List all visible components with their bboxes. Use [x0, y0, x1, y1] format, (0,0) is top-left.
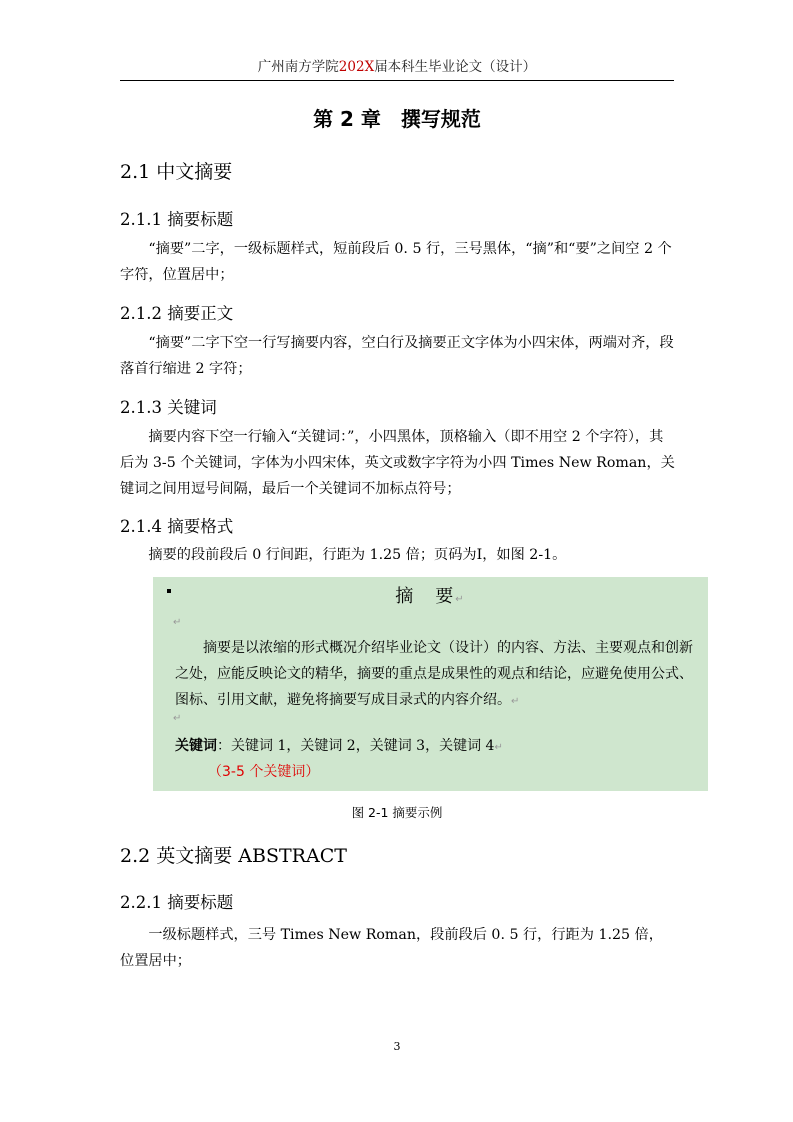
figure-heading-text: 摘 要: [395, 586, 456, 607]
figure-abstract-heading: [153, 582, 708, 608]
section-2-2-1-text: 一级标题样式，三号 Times New Roman，段前段后 0. 5 行，行距为 1.25 倍，位置居中；: [120, 927, 663, 969]
section-2-1-1-title: 2.1.1 摘要标题: [120, 210, 234, 229]
section-2-1-3-title: 2.1.3 关键词: [120, 398, 217, 417]
abstract-example-figure: [153, 577, 708, 791]
figure-abstract-body: [175, 635, 700, 715]
header-suffix: 届本科生毕业论文（设计）: [374, 59, 537, 75]
section-2-1-1-text: “摘要”二字，一级标题样式，短前段后 0. 5 行，三号黑体，“摘”和“要”之间空 2 个字符，位置居中；: [120, 241, 672, 283]
section-2-1-4-title: 2.1.4 摘要格式: [120, 517, 234, 536]
header-year: 202X: [338, 59, 375, 75]
section-2-1-2-text: “摘要”二字下空一行写摘要内容，空白行及摘要正文字体为小四宋体，两端对齐，段落首行缩进 2 字符；: [120, 335, 674, 377]
page-number: 3: [393, 1040, 401, 1053]
header-divider: [120, 80, 674, 81]
paragraph-mark-icon: ↵: [173, 617, 182, 628]
keywords-count-note: （3-5 个关键词）: [208, 764, 320, 780]
paragraph-mark-icon: ↵: [494, 742, 503, 753]
section-2-2-title: 2.2 英文摘要 ABSTRACT: [120, 845, 347, 867]
section-2-1-title: 2.1 中文摘要: [120, 161, 233, 183]
running-header: [120, 55, 674, 75]
paragraph-mark-icon: ↵: [173, 713, 182, 724]
section-2-2-1-title: 2.2.1 摘要标题: [120, 893, 234, 912]
header-school: 广州南方学院: [257, 59, 339, 75]
figure-keywords-line: [175, 735, 503, 755]
paragraph-mark-icon: ↵: [511, 696, 520, 707]
section-2-1-4-text: 摘要的段前段后 0 行间距，行距为 1.25 倍；页码为I，如图 2-1。: [148, 547, 567, 563]
figure-caption: 图 2-1 摘要示例: [351, 805, 443, 820]
keywords-list: ：关键词 1，关键词 2，关键词 3，关键词 4: [217, 738, 495, 754]
section-2-1-2-title: 2.1.2 摘要正文: [120, 304, 234, 323]
chapter-title: 第 2 章 撰写规范: [313, 107, 481, 131]
figure-body-text: 摘要是以浓缩的形式概况介绍毕业论文（设计）的内容、方法、主要观点和创新之处，应能反映论文的精华，摘要的重点是成果性的观点和结论，应避免使用公式、图标、引用文献，避免将摘要写成目录式的内容介绍。: [175, 640, 693, 708]
keywords-label: 关键词: [175, 738, 217, 754]
paragraph-mark-icon: ↵: [455, 594, 466, 605]
section-2-1-3-text: 摘要内容下空一行输入“关键词：”，小四黑体，顶格输入（即不用空 2 个字符），其后为 3-5 个关键词，字体为小四宋体，英文或数字字符为小四 Times New Roman，关键词之间用逗号间隔，最后一个关键词不加标点符号；: [120, 429, 675, 497]
